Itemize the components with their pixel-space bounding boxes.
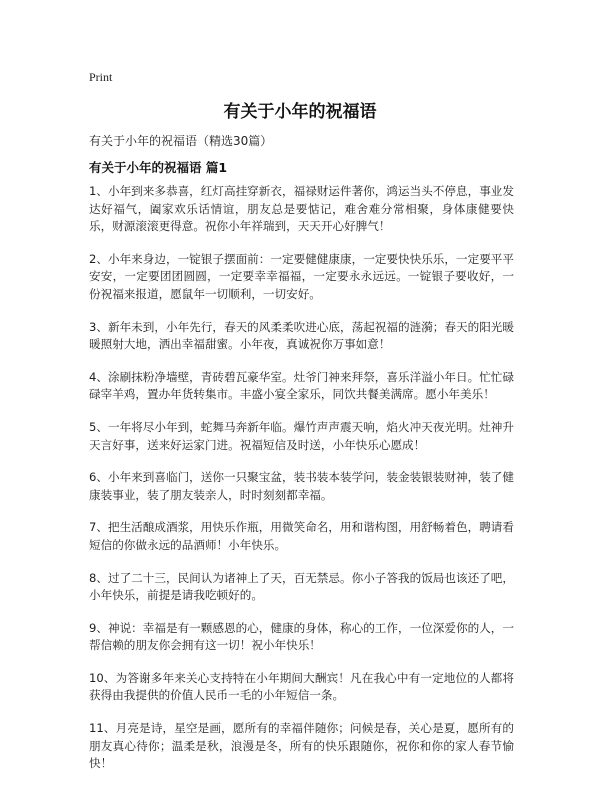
- paragraph-9: 9、神说：幸福是有一颗感恩的心，健康的身体，称心的工作，一位深爱你的人，一帮信赖的朋友你会拥有这一切！祝小年快乐！: [89, 620, 514, 653]
- paragraph-5: 5、一年将尽小年到，蛇舞马奔新年临。爆竹声声震天响，焰火冲天夜光明。灶神升天言好事，送来好运家门进。祝福短信及时送，小年快乐心愿成！: [89, 419, 514, 452]
- paragraph-2: 2、小年来身边，一锭银子摆面前：一定要健健康康，一定要快快乐乐，一定要平平安安，一定要团团圆圆，一定要幸幸福福，一定要永永远远。一锭银子要收好，一份祝福来报道，愿鼠年一切顺利，一切安好。: [89, 251, 514, 301]
- print-label[interactable]: Print: [89, 70, 113, 84]
- paragraph-11: 11、月亮是诗，星空是画，愿所有的幸福伴随你；问候是春，关心是夏，愿所有的朋友真心待你；温柔是秋，浪漫是冬，所有的快乐跟随你，祝你和你的家人春节愉快！: [89, 721, 514, 771]
- section-heading: 有关于小年的祝福语 篇1: [89, 160, 228, 175]
- paragraph-1: 1、小年到来多恭喜，红灯高挂穿新衣，福禄财运件著你，鸿运当头不停息，事业发达好福气，阖家欢乐话情谊，朋友总是要惦记，难舍难分常相聚，身体康健要快乐，财源滚滚更得意。祝你小年祥瑞到，天天开心好脾气！: [89, 184, 514, 234]
- paragraph-4: 4、涂刷抹粉净墙壁，青砖碧瓦豪华室。灶爷门神来拜祭，喜乐洋溢小年日。忙忙碌碌宰羊鸡，置办年货转集市。丰盛小宴全家乐，同饮共餐美满席。愿小年美乐！: [89, 369, 514, 402]
- paragraph-list: [89, 183, 514, 788]
- page-title: 有关于小年的祝福语: [223, 102, 377, 122]
- paragraph-8: 8、过了二十三，民间认为诸神上了天，百无禁忌。你小子答我的饭局也该还了吧，小年快乐，前提是请我吃顿好的。: [89, 570, 514, 603]
- paragraph-7: 7、把生活酿成酒浆，用快乐作瓶，用微笑命名，用和谐构图，用舒畅着色，聘请看短信的你做永远的品酒师！小年快乐。: [89, 520, 514, 552]
- paragraph-6: 6、小年来到喜临门，送你一只聚宝盆，装书装本装学问，装金装银装财神，装了健康装事业，装了朋友装亲人，时时刻刻都幸福。: [89, 470, 514, 502]
- paragraph-3: 3、新年未到，小年先行，春天的风柔柔吹进心底，荡起祝福的涟漪；春天的阳光暖暖照射大地，洒出幸福甜蜜。小年夜，真诚祝你万事如意！: [89, 319, 514, 352]
- paragraph-10: 10、为答谢多年来关心支持特在小年期间大酬宾！凡在我心中有一定地位的人都将获得由我提供的价值人民币一毛的小年短信一条。: [89, 670, 514, 703]
- document-subtitle: 有关于小年的祝福语（精选30篇）: [89, 134, 273, 148]
